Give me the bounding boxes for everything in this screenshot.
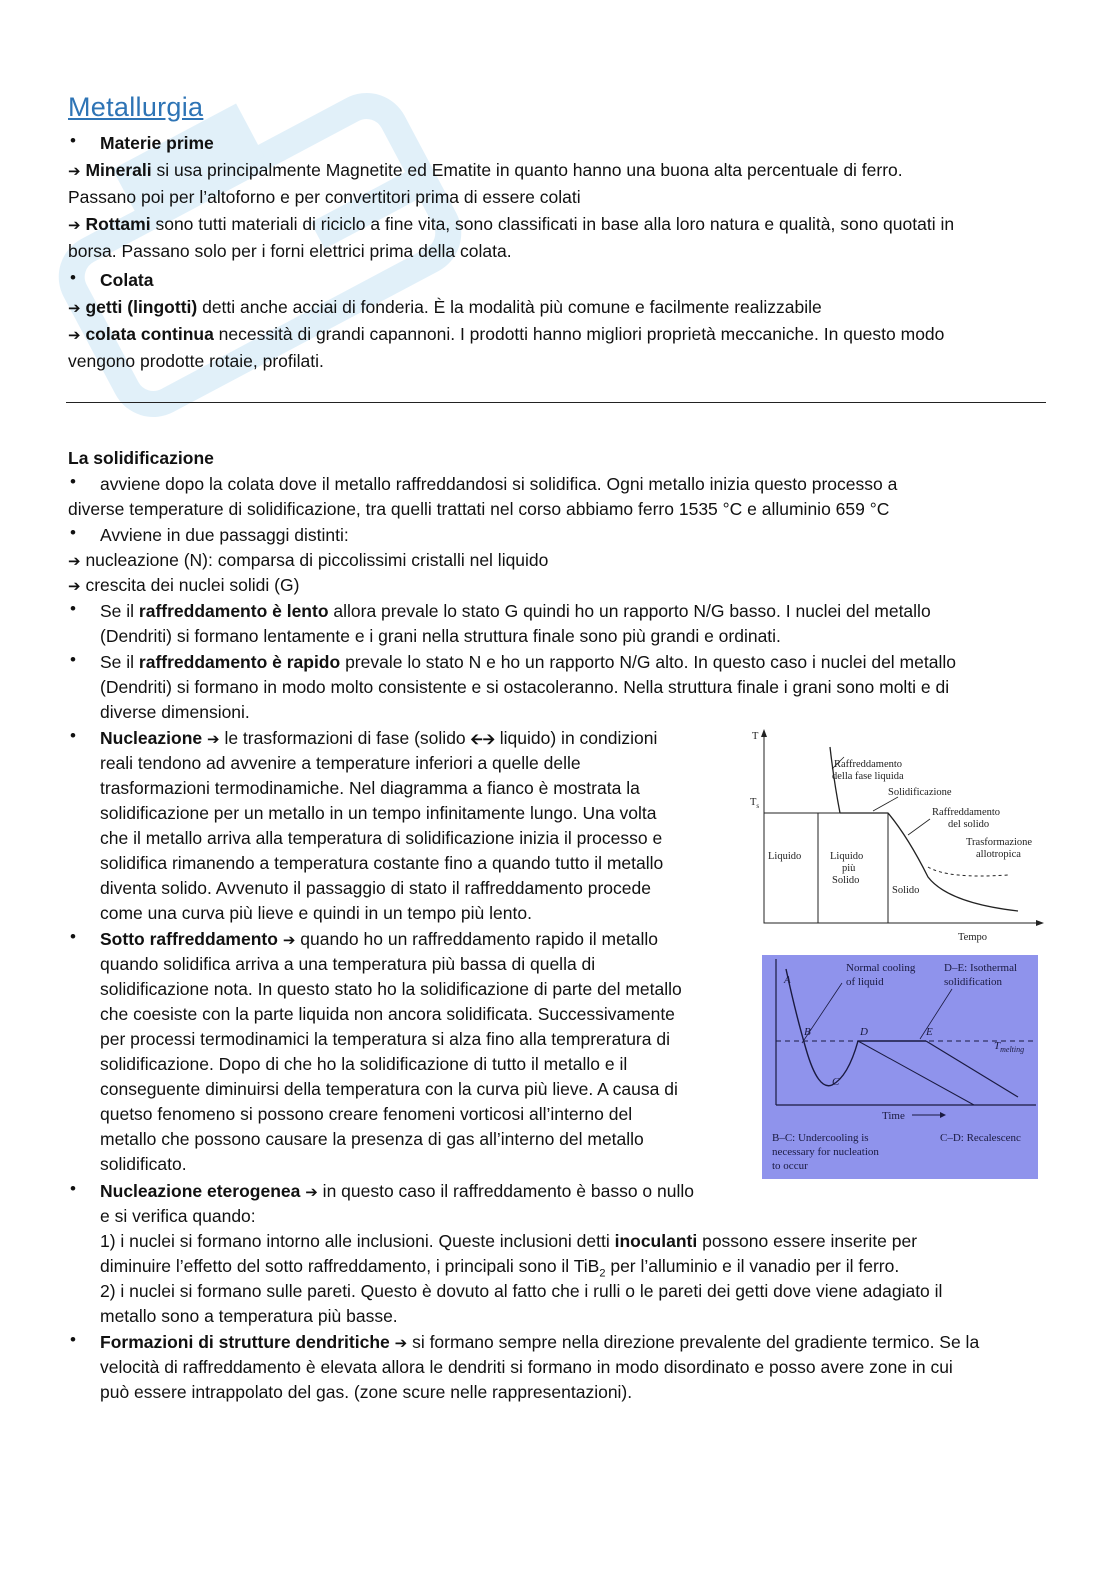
text-line <box>68 158 903 184</box>
arrow-icon: ➔ <box>68 577 81 595</box>
text-line: quetso fenomeno si possono creare fenomeni vorticosi all’interno del <box>100 1104 633 1124</box>
heading-solidificazione: La solidificazione <box>68 448 214 468</box>
label-del-solido: del solido <box>948 819 990 830</box>
arrow-icon: ➔ <box>68 216 81 234</box>
text-line: e si verifica quando: <box>100 1206 256 1226</box>
text: si usa principalmente Magnetite ed Ematite in quanto hanno una buona alta percentuale di ferro. <box>151 160 903 180</box>
label-necessary: necessary for nucleation <box>772 1146 879 1158</box>
text-line: solidificazione per un metallo in un tempo infinitamente lungo. Una volta <box>100 803 657 823</box>
label-of-liquid: of liquid <box>846 976 884 988</box>
text: Se il <box>100 601 139 621</box>
label-liquido-2: Liquido <box>830 851 864 862</box>
arrow-icon: ➔ <box>68 326 81 344</box>
x-axis-label: Tempo <box>958 932 988 943</box>
label-isothermal: D–E: Isothermal <box>944 962 1018 974</box>
text-line: Passano poi per l’altoforno e per convertitori prima di essere colati <box>68 187 581 207</box>
term-nucleazione: Nucleazione <box>100 728 203 748</box>
label-normal-cooling: Normal cooling <box>846 962 916 974</box>
text-line: diverse temperature di solidificazione, tra quelli trattati nel corso abbiamo ferro 1535 °C e alluminio 659 °C <box>68 499 890 519</box>
text-line: 2) i nuclei si formano sulle pareti. Questo è dovuto al fatto che i rulli o le pareti dei getti dove viene adagiato il <box>100 1281 943 1301</box>
label-raffreddamento-liquido: Raffreddamento <box>834 759 903 770</box>
text: per l’alluminio e il vanadio per il ferro. <box>605 1256 900 1276</box>
term-strutture-dendritiche: Formazioni di strutture dendritiche <box>100 1332 390 1352</box>
leader-line <box>908 819 930 835</box>
text: necessità di grandi capannoni. I prodotti hanno migliori proprietà meccaniche. In questo modo <box>213 324 945 344</box>
text-line: metallo che possono causare la presenza di gas all’interno del metallo <box>100 1129 644 1149</box>
arrow-icon: ➔ <box>394 1334 408 1352</box>
leader-line <box>873 797 898 811</box>
term-sotto-raffreddamento: Sotto raffreddamento <box>100 929 278 949</box>
label-solido-2: Solido <box>832 875 860 886</box>
divider <box>66 402 1046 403</box>
double-arrow-icon: 🡨🡪 <box>470 730 495 748</box>
text-line: per processi termodinamici la temperatura si alza fino alla tempreratura di <box>100 1029 670 1049</box>
text-line: trasformazioni termodinamiche. Nel diagramma a fianco è mostrata la <box>100 778 640 798</box>
text: allora prevale lo stato G quindi ho un rapporto N/G basso. I nuclei del metallo <box>328 601 931 621</box>
text-line: può essere intrappolato del gas. (zone scure nelle rappresentazioni). <box>100 1382 633 1402</box>
text-line <box>68 212 954 238</box>
text-line <box>68 573 299 599</box>
label-solidificazione: Solidificazione <box>888 787 952 798</box>
label-solido: Solido <box>892 885 920 896</box>
text-line <box>100 1179 694 1205</box>
text: quando ho un raffreddamento rapido il metallo <box>295 929 658 949</box>
text-line: che il metallo arriva alla temperatura di solidificazione inizia il processo e <box>100 828 663 848</box>
label-liquido: Liquido <box>768 851 802 862</box>
term-minerali: Minerali <box>85 160 152 180</box>
y-axis-arrow <box>761 729 767 737</box>
ts-label <box>750 797 759 810</box>
term-rottami: Rottami <box>85 214 151 234</box>
x-axis-arrow <box>1036 920 1044 926</box>
text-line: (Dendriti) si formano in modo molto consistente e si ostacoleranno. Nella struttura finale i grani sono molti e di <box>100 677 950 697</box>
text-line: solidificazione nota. In questo stato ho la solidificazione di parte del metallo <box>100 979 682 999</box>
text-line: metallo sono a temperatura più basse. <box>100 1306 398 1326</box>
text: Se il <box>100 652 139 672</box>
point-d: D <box>860 1026 868 1038</box>
text-line: diventa solido. Avvenuto il passaggio di stato il raffreddamento procede <box>100 878 651 898</box>
y-axis-label: T <box>752 731 759 742</box>
ts-subscript: s <box>756 802 760 810</box>
label-trasformazione: Trasformazione <box>966 837 1033 848</box>
text: si formano sempre nella direzione prevalente del gradiente termico. Se la <box>407 1332 980 1352</box>
heading-materie-prime: Materie prime <box>100 133 214 153</box>
ts-symbol: T <box>750 797 757 808</box>
undercooling-diagram <box>762 955 1038 1179</box>
x-axis-label: Time <box>882 1110 905 1122</box>
term-raffreddamento-rapido: raffreddamento è rapido <box>138 652 341 672</box>
page-title: Metallurgia <box>68 92 204 122</box>
text-line <box>68 548 548 574</box>
arrow-icon: ➔ <box>68 552 81 570</box>
text-line: che coesiste con la parte liquida non ancora solidificata. Successivamente <box>100 1004 675 1024</box>
arrow-icon: ➔ <box>68 162 81 180</box>
text-line: vengono prodotte rotaie, profilati. <box>68 351 324 371</box>
label-raffreddamento-solido: Raffreddamento <box>932 807 1001 818</box>
text-line: come una curva più lieve e quindi in un tempo più lento. <box>100 903 532 923</box>
text-line: avviene dopo la colata dove il metallo raffreddandosi si solidifica. Ogni metallo inizia questo processo a <box>100 474 898 494</box>
label-to-occur: to occur <box>772 1160 808 1172</box>
text-line <box>100 1229 917 1254</box>
point-a: A <box>784 974 791 986</box>
arrow-icon: ➔ <box>68 299 81 317</box>
text-line: borsa. Passano solo per i forni elettrici prima della colata. <box>68 241 512 261</box>
text-line <box>100 1330 979 1356</box>
text-line: conseguente diminuirsi della temperatura con la curva più lieve. A causa di <box>100 1079 678 1099</box>
text: liquido) in condizioni <box>494 728 658 748</box>
text: crescita dei nuclei solidi (G) <box>80 575 300 595</box>
text: sono tutti materiali di riciclo a fine vita, sono classificati in base alla loro natura e qualità, sono quotati in <box>150 214 955 234</box>
arrow-icon: ➔ <box>305 1183 318 1201</box>
t-subscript: melting <box>1000 1045 1025 1054</box>
text: 1) i nuclei si formano intorno alle inclusioni. Queste inclusioni detti <box>100 1231 615 1251</box>
label-recalescence: C–D: Recalescenc <box>940 1132 1021 1144</box>
text: le trasformazioni di fase (solido <box>219 728 471 748</box>
label-undercooling: B–C: Undercooling is <box>772 1132 869 1144</box>
text-line: diverse dimensioni. <box>100 702 250 722</box>
cooling-curve-diagram <box>748 727 1048 947</box>
term-nucleazione-eterogenea: Nucleazione eterogenea <box>100 1181 301 1201</box>
text: detti anche acciai di fonderia. È la modalità più comune e facilmente realizzabile <box>197 297 822 317</box>
arrow-icon: ➔ <box>282 931 296 949</box>
heading-colata: Colata <box>100 270 154 290</box>
region-liquido <box>764 813 818 923</box>
text-line: solidificazione. Dopo di che ho la solidificazione di tutto il metallo e il <box>100 1054 628 1074</box>
term-getti: getti (lingotti) <box>85 297 198 317</box>
term-inoculanti: inoculanti <box>614 1231 698 1251</box>
point-c: C <box>832 1076 840 1088</box>
term-colata-continua: colata continua <box>85 324 214 344</box>
t-symbol: T <box>994 1040 1001 1052</box>
term-raffreddamento-lento: raffreddamento è lento <box>138 601 329 621</box>
subscript: 2 <box>599 1267 606 1280</box>
label-fase-liquida: della fase liquida <box>832 771 904 782</box>
text-line <box>100 927 658 953</box>
text-line: reali tendono ad avvenire a temperature inferiori a quelle delle <box>100 753 581 773</box>
text-line: (Dendriti) si formano lentamente e i grani nella struttura finale sono più grandi e ordinati. <box>100 626 781 646</box>
text: prevale lo stato N e ho un rapporto N/G alto. In questo caso i nuclei del metallo <box>340 652 956 672</box>
label-solidification: solidification <box>944 976 1003 988</box>
text-line <box>68 295 822 321</box>
text: nucleazione (N): comparsa di piccolissimi cristalli nel liquido <box>80 550 549 570</box>
text-line <box>100 599 931 624</box>
text-line: Avviene in due passaggi distinti: <box>100 525 349 545</box>
label-piu: più <box>842 863 856 874</box>
text: diminuire l’effetto del sotto raffreddamento, i principali sono il TiB <box>100 1256 600 1276</box>
text: in questo caso il raffreddamento è basso o nullo <box>317 1181 694 1201</box>
text-line <box>100 650 956 675</box>
text-line <box>100 726 657 752</box>
text-line: solidificato. <box>100 1154 187 1174</box>
text-line <box>68 322 944 348</box>
text-line: quando solidifica arriva a una temperatura più bassa di quella di <box>100 954 596 974</box>
text-line: solidifica rimanendo a temperatura costante fino a quando tutto il metallo <box>100 853 664 873</box>
point-e: E <box>926 1026 933 1038</box>
label-allotropica: allotropica <box>976 849 1021 860</box>
text-line: velocità di raffreddamento è elevata allora le dendriti si formano in modo disordinato e posso avere zone in cui <box>100 1357 953 1377</box>
arrow-icon: ➔ <box>207 730 220 748</box>
point-b: B <box>804 1026 811 1038</box>
allotropic-dashed-curve <box>928 867 1008 876</box>
text: possono essere inserite per <box>697 1231 918 1251</box>
